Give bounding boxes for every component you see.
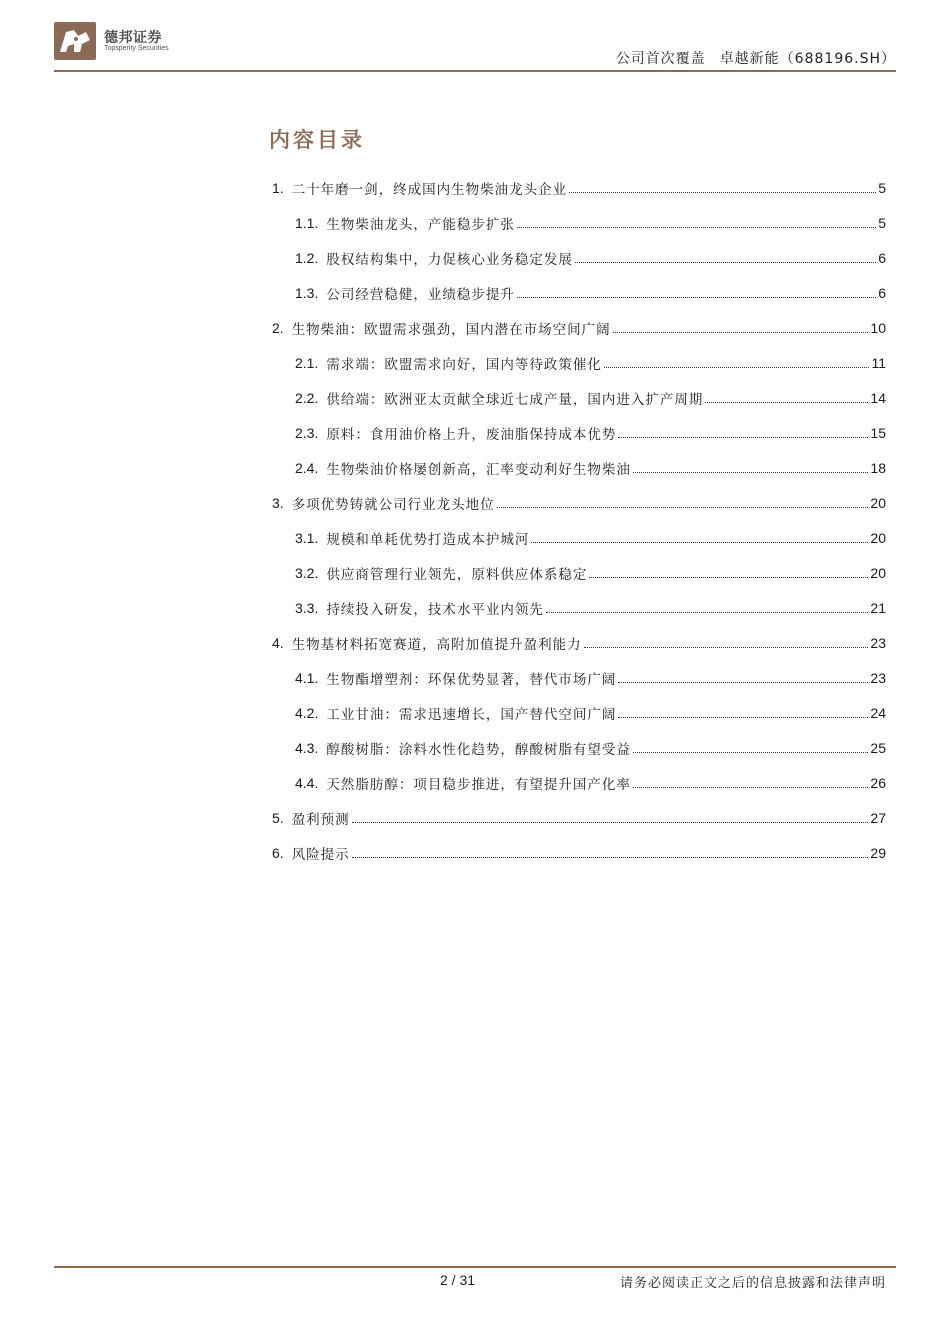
toc-entry[interactable]: 2. 生物柴油：欧盟需求强劲，国内潜在市场空间广阔 10 xyxy=(272,319,886,338)
header-divider xyxy=(54,70,896,72)
logo-mark-icon xyxy=(54,22,96,60)
dot-leader xyxy=(531,541,868,543)
dot-leader xyxy=(517,226,876,228)
toc-entry[interactable]: 3.3. 持续投入研发，技术水平业内领先 21 xyxy=(295,599,886,618)
dot-leader xyxy=(633,751,869,753)
disclaimer: 请务必阅读正文之后的信息披露和法律声明 xyxy=(619,1276,886,1291)
dot-leader xyxy=(604,366,870,368)
dot-leader xyxy=(618,716,868,718)
dot-leader xyxy=(575,261,876,263)
company-name: 卓越新能（688196.SH） xyxy=(719,51,896,67)
dot-leader xyxy=(618,436,868,438)
toc-entry[interactable]: 3.2. 供应商管理行业领先，原料供应体系稳定 20 xyxy=(295,564,886,583)
report-type: 公司首次覆盖 xyxy=(615,51,706,67)
dot-leader xyxy=(546,611,869,613)
toc-entry[interactable]: 1.2. 股权结构集中，力促核心业务稳定发展 6 xyxy=(295,249,886,268)
toc-entry[interactable]: 4.3. 醇酸树脂：涂料水性化趋势，醇酸树脂有望受益 25 xyxy=(295,739,886,758)
toc-entry[interactable]: 2.3. 原料：食用油价格上升，废油脂保持成本优势 15 xyxy=(295,424,886,443)
dot-leader xyxy=(633,786,869,788)
logo xyxy=(54,22,96,60)
dot-leader xyxy=(633,471,869,473)
toc-entry[interactable]: 1. 二十年磨一剑，终成国内生物柴油龙头企业 5 xyxy=(272,179,886,198)
toc-entry[interactable]: 4.4. 天然脂肪醇：项目稳步推进，有望提升国产化率 26 xyxy=(295,774,886,793)
brand-name-en: Topsperity Securities xyxy=(104,45,169,52)
page-number: 2 / 31 xyxy=(440,1272,476,1288)
dot-leader xyxy=(618,681,868,683)
toc-entry[interactable]: 6. 风险提示 29 xyxy=(272,844,886,863)
toc-entry[interactable]: 1.1. 生物柴油龙头，产能稳步扩张 5 xyxy=(295,214,886,233)
dot-leader xyxy=(584,646,869,648)
report-header xyxy=(616,48,896,68)
dot-leader xyxy=(613,331,869,333)
toc-title: 内容目录 xyxy=(269,128,365,152)
dot-leader xyxy=(589,576,868,578)
dot-leader xyxy=(517,296,876,298)
toc-entry[interactable]: 5. 盈利预测 27 xyxy=(272,809,886,828)
dot-leader xyxy=(352,821,869,823)
toc-entry[interactable]: 4.1. 生物酯增塑剂：环保优势显著，替代市场广阔 23 xyxy=(295,669,886,688)
dot-leader xyxy=(352,856,869,858)
toc-entry[interactable]: 3. 多项优势铸就公司行业龙头地位 20 xyxy=(272,494,886,513)
toc-entry[interactable]: 4.2. 工业甘油：需求迅速增长，国产替代空间广阔 24 xyxy=(295,704,886,723)
toc-entry[interactable]: 1.3. 公司经营稳健，业绩稳步提升 6 xyxy=(295,284,886,303)
dot-leader xyxy=(705,401,868,403)
toc-entry[interactable]: 4. 生物基材料拓宽赛道，高附加值提升盈利能力 23 xyxy=(272,634,886,653)
brand-name: 德邦证券 xyxy=(104,30,162,46)
dot-leader xyxy=(497,506,869,508)
toc-entry[interactable]: 3.1. 规模和单耗优势打造成本护城河 20 xyxy=(295,529,886,548)
footer-divider xyxy=(54,1266,896,1268)
toc-entry[interactable]: 2.4. 生物柴油价格屡创新高，汇率变动利好生物柴油 18 xyxy=(295,459,886,478)
toc-entry[interactable]: 2.2. 供给端：欧洲亚太贡献全球近七成产量，国内进入扩产周期 14 xyxy=(295,389,886,408)
toc-entry[interactable]: 2.1. 需求端：欧盟需求向好，国内等待政策催化 11 xyxy=(295,354,886,373)
dot-leader xyxy=(569,191,876,193)
